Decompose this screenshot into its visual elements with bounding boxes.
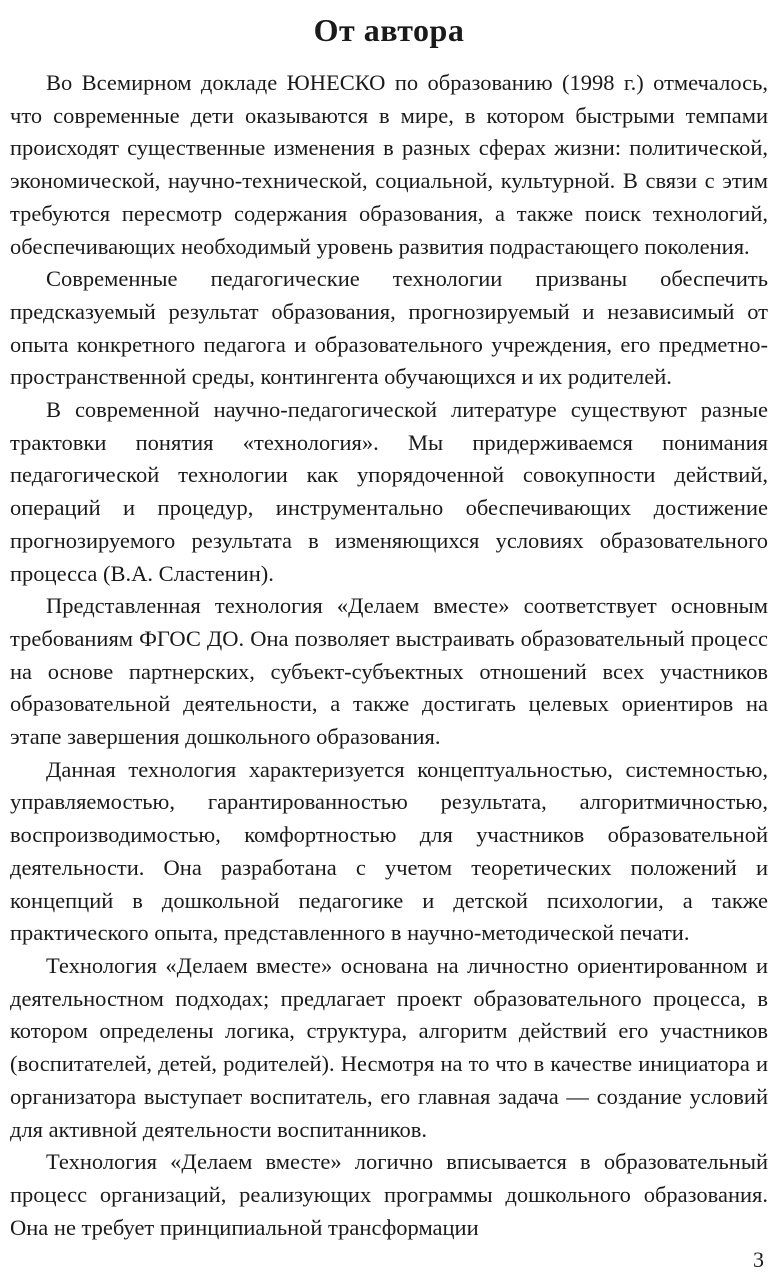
paragraph: Представленная технология «Делаем вместе» соответствует основным требованиям ФГОС ДО. Она позволяет выстраивать образовательный процесс на основе партнерских, субъект-субъектных отношений всех участников образовательной деятельности, а также достигать целевых ориентиров на этапе завершения дошкольного образования. (10, 593, 768, 750)
paragraph: Во Всемирном докладе ЮНЕСКО по образованию (1998 г.) отмечалось, что современные дети оказываются в мире, в котором быстрыми темпами происходят существенные изменения в разных сферах жизни: политической, экономической, научно-технической, социальной, культурной. В связи с этим требуются пересмотр содержания образования, а также поиск технологий, обеспечивающих необходимый уровень развития подрастающего поколения. (10, 70, 768, 259)
paragraph: Технология «Делаем вместе» основана на личностно ориентированном и деятельностном подходах; предлагает проект образовательного процесса, в котором определены логика, структура, алгоритм действий его участников (воспитателей, детей, родителей). Несмотря на то что в качестве инициатора и организатора выступает воспитатель, его главная задача — создание условий для активной деятельности воспитанников. (10, 952, 768, 1142)
paragraph: Данная технология характеризуется концептуальностью, системностью, управляемостью, гарантированностью результата, алгоритмичностью, воспроизводимостью, комфортностью для участников образовательной деятельности. Она разработана с учетом теоретических положений и концепций в дошкольной педагогике и детской психологии, а также практического опыта, представленного в научно-методической печати. (10, 756, 768, 946)
chapter-title: От автора (313, 12, 465, 48)
book-page (10, 0, 768, 1282)
paragraph: В современной научно-педагогической литературе существуют разные трактовки понятия «технология». Мы придерживаемся понимания педагогической технологии как упорядоченной совокупности действий, операций и процедур, инструментально обеспечивающих достижение прогнозируемого результата в изменяющихся условиях образовательного процесса (В.А. Сластенин). (10, 397, 768, 586)
page-number: 3 (753, 1247, 764, 1272)
paragraph: Технология «Делаем вместе» логично вписывается в образовательный процесс организаций, реализующих программы дошкольного образования. Она не требует принципиальной трансформации (10, 1149, 768, 1240)
body-text (10, 67, 768, 1244)
paragraph: Современные педагогические технологии призваны обеспечить предсказуемый результат образования, прогнозируемый и независимый от опыта конкретного педагога и образовательного учреждения, его предметно-пространственной среды, контингента обучающихся и их родителей. (10, 266, 768, 390)
